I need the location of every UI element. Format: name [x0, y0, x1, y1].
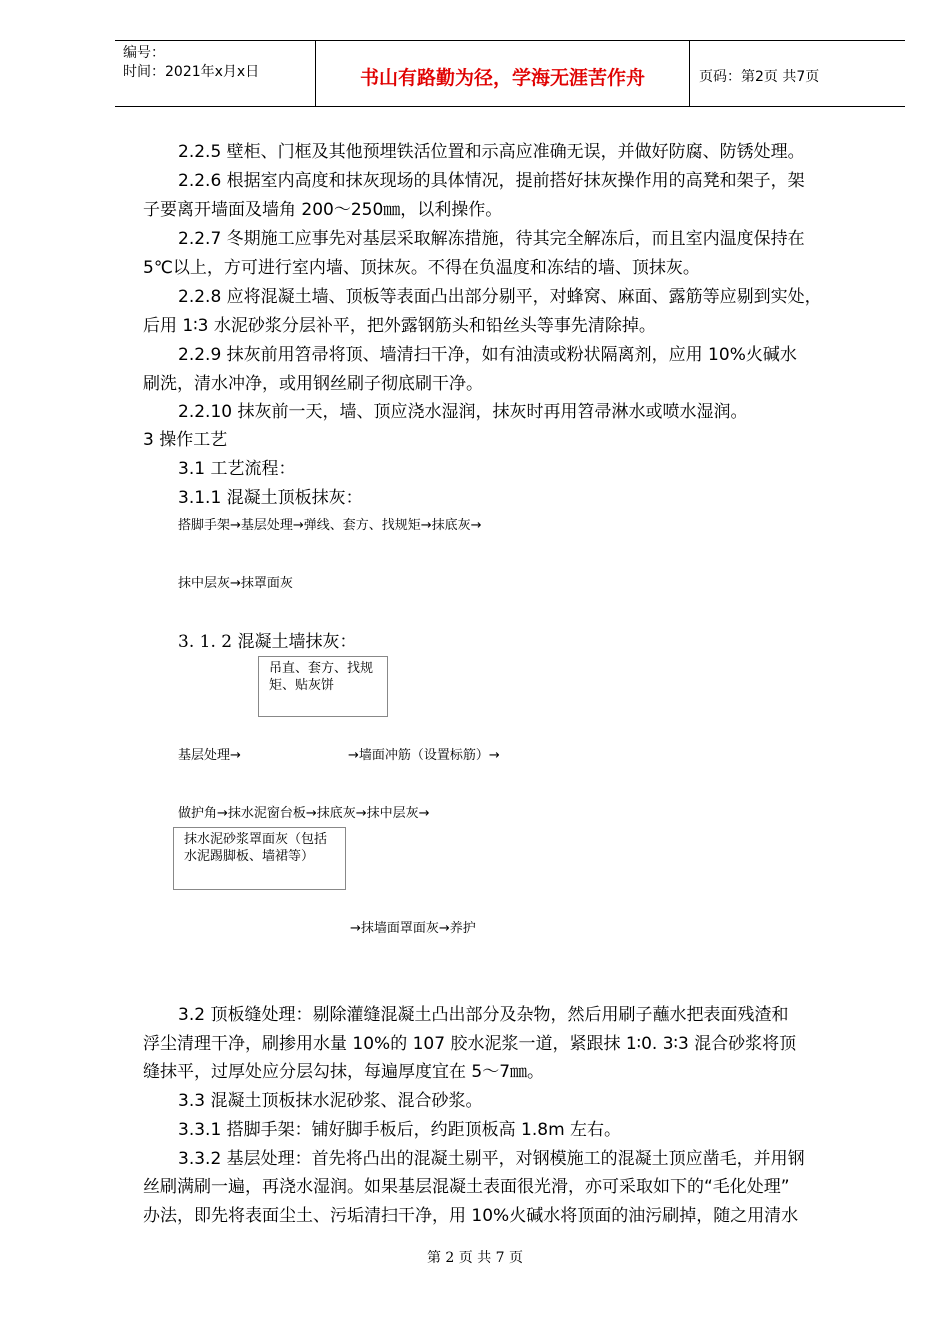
- header-meta: [123, 44, 259, 82]
- subsection-heading: 3.1 工艺流程：: [178, 459, 296, 479]
- flow-step-line: →抹墙面罩面灰→养护: [350, 921, 476, 936]
- paragraph-line: 缝抹平，过厚处应分层勾抹，每遍厚度宜在 5～7㎜。: [143, 1062, 545, 1082]
- paragraph-line: 2.2.8 应将混凝土墙、顶板等表面凸出部分剔平，对蜂窝、麻面、露筋等应剔到实处，: [178, 287, 822, 307]
- paragraph-line: 子要离开墙面及墙角 200～250㎜，以利操作。: [143, 200, 503, 220]
- paragraph-line: 2.2.9 抹灰前用笤帚将顶、墙清扫干净，如有油渍或粉状隔离剂，应用 10%火碱水: [178, 345, 797, 365]
- paragraph-line: 3.3 混凝土顶板抹水泥砂浆、混合砂浆。: [178, 1091, 483, 1111]
- paragraph-line: 3.2 顶板缝处理：剔除灌缝混凝土凸出部分及杂物，然后用刷子蘸水把表面残渣和: [178, 1005, 789, 1025]
- paragraph-line: 2.2.10 抹灰前一天，墙、顶应浇水湿润，抹灰时再用笤帚淋水或喷水湿润。: [178, 402, 748, 422]
- paragraph-line: 丝刷满刷一遍，再浇水湿润。如果基层混凝土表面很光滑，亦可采取如下的“毛化处理”: [143, 1177, 790, 1197]
- paragraph-line: 2.2.5 壁柜、门框及其他预埋铁活位置和示高应准确无误，并做好防腐、防锈处理。: [178, 142, 805, 162]
- time-label: 时间：2021年x月x日: [123, 64, 260, 80]
- paragraph-line: 2.2.6 根据室内高度和抹灰现场的具体情况，提前搭好抹灰操作用的高凳和架子，架: [178, 171, 805, 191]
- header-page-info: 页码：第2页 共7页: [699, 69, 820, 85]
- paragraph-line: 3.3.2 基层处理：首先将凸出的混凝土剔平，对钢模施工的混凝土顶应凿毛，并用钢: [178, 1149, 805, 1169]
- section-heading: 3 操作工艺: [143, 430, 228, 450]
- flow-box: 吊直、套方、找规矩、贴灰饼: [258, 656, 388, 717]
- number-label: 编号：: [123, 45, 165, 61]
- paragraph-line: 后用 1∶3 水泥砂浆分层补平，把外露钢筋头和铅丝头等事先清除掉。: [143, 316, 656, 336]
- flow-step-line: 搭脚手架→基层处理→弹线、套方、找规矩→抹底灰→: [178, 518, 482, 533]
- paragraph-line: 2.2.7 冬期施工应事先对基层采取解冻措施，待其完全解冻后，而且室内温度保持在: [178, 229, 805, 249]
- flow-box: 抹水泥砂浆罩面灰（包括水泥踢脚板、墙裙等）: [173, 827, 346, 890]
- subsection-heading: 3.1.1 混凝土顶板抹灰：: [178, 488, 363, 508]
- header-divider: [689, 41, 690, 106]
- paragraph-line: 办法，即先将表面尘土、污垢清扫干净，用 10%火碱水将顶面的油污刷掉，随之用清水: [143, 1206, 799, 1226]
- paragraph-line: 刷洗，清水冲净，或用钢丝刷子彻底刷干净。: [143, 374, 483, 394]
- subsection-heading: 3. 1. 2 混凝土墙抹灰：: [178, 632, 357, 652]
- header-motto: 书山有路勤为径，学海无涯苦作舟: [359, 67, 645, 89]
- document-header: [115, 40, 905, 107]
- flow-step-line: 抹中层灰→抹罩面灰: [178, 576, 293, 591]
- paragraph-line: 3.3.1 搭脚手架：铺好脚手板后，约距顶板高 1.8m 左右。: [178, 1120, 622, 1140]
- flow-step: →墙面冲筋（设置标筋）→: [348, 748, 500, 763]
- flow-step-line: 做护角→抹水泥窗台板→抹底灰→抹中层灰→: [178, 806, 430, 821]
- page-footer: 第 2 页 共 7 页: [426, 1250, 524, 1266]
- paragraph-line: 5℃以上，方可进行室内墙、顶抹灰。不得在负温度和冻结的墙、顶抹灰。: [143, 258, 700, 278]
- flow-step: 基层处理→: [178, 748, 241, 763]
- paragraph-line: 浮尘清理干净，刷掺用水量 10%的 107 胶水泥浆一道，紧跟抹 1∶0. 3∶3 混合砂浆将顶: [143, 1034, 797, 1054]
